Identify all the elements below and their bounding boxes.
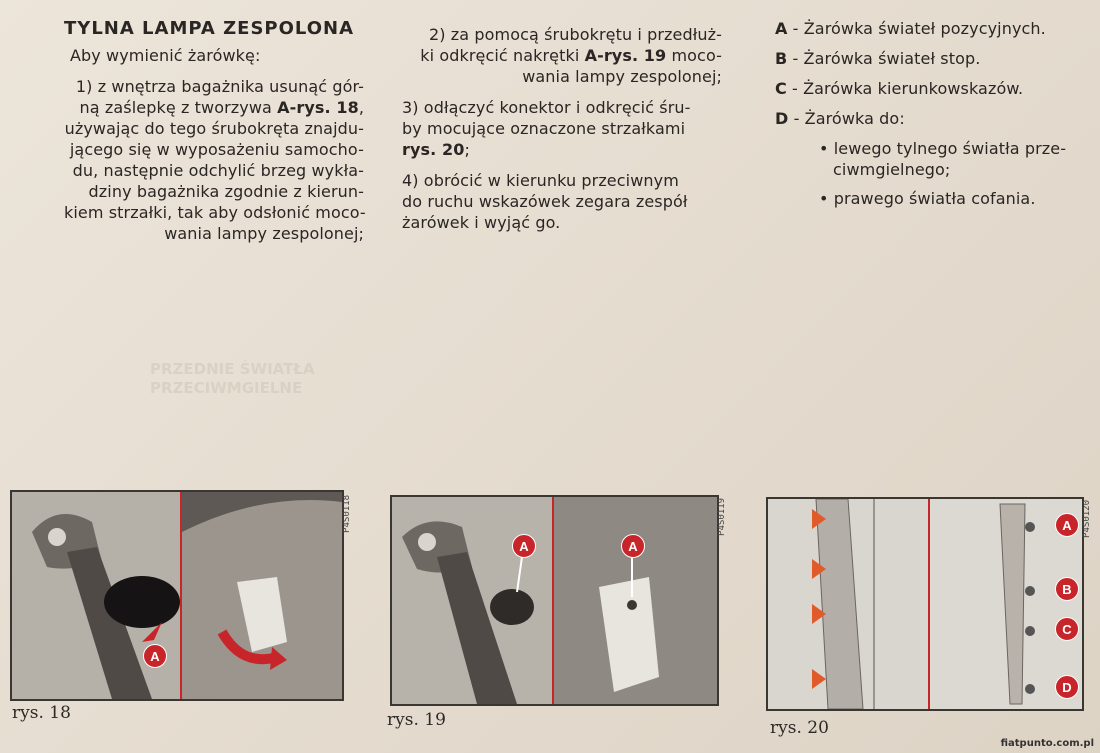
item-a bbox=[775, 18, 1095, 39]
figure-19-left-panel bbox=[392, 497, 552, 704]
step-2 bbox=[402, 24, 722, 87]
item-b bbox=[775, 48, 1095, 69]
item-d-text: - Żarówka do: bbox=[788, 109, 905, 128]
site-watermark: fiatpunto.com.pl bbox=[1000, 738, 1094, 749]
connector-illustration bbox=[392, 497, 552, 704]
step-3 bbox=[402, 97, 722, 160]
intro-text: Aby wymienić żarówkę: bbox=[70, 46, 261, 65]
figure-20-caption: rys. 20 bbox=[770, 718, 829, 738]
figure-18-badge-a: A bbox=[143, 644, 167, 668]
figure-19-caption: rys. 19 bbox=[387, 710, 446, 730]
item-c bbox=[775, 78, 1095, 99]
column-left bbox=[64, 18, 364, 254]
step-3-text-a: 3) odłączyć konektor i odkręcić śru- by mocujące oznaczone strzałkami bbox=[402, 98, 691, 138]
figure-19-code: P4S0119 bbox=[717, 498, 727, 536]
figure-20-label-d: D bbox=[1055, 675, 1079, 699]
item-c-key: C bbox=[775, 79, 787, 98]
figure-18-right-panel bbox=[182, 492, 342, 699]
item-b-key: B bbox=[775, 49, 788, 68]
column-middle bbox=[402, 24, 722, 243]
item-b-text: - Żarówka świateł stop. bbox=[787, 49, 981, 68]
lamp-nut-illustration bbox=[554, 497, 717, 704]
item-d-key: D bbox=[775, 109, 789, 128]
step-4: 4) obrócić w kierunku przeciwnym do ruchu wskazówek zegara zespół żarówek i wyjąć go. bbox=[402, 171, 688, 232]
figure-20 bbox=[766, 497, 1084, 711]
item-a-key: A bbox=[775, 19, 788, 38]
figure-18 bbox=[10, 490, 344, 701]
trunk-lining-illustration bbox=[182, 492, 342, 699]
step-1 bbox=[64, 76, 364, 244]
bleed-through-heading: PRZEDNIE ŚWIATŁA PRZECIWMGIELNE bbox=[150, 360, 315, 397]
lamp-housing-illustration bbox=[768, 499, 928, 709]
step-2-text-a: 2) za pomocą śrubokrętu i przedłuż- ki odkręcić nakrętki bbox=[420, 25, 722, 65]
item-c-text: - Żarówka kierunkowskazów. bbox=[786, 79, 1024, 98]
figure-18-code: P4S0118 bbox=[342, 495, 352, 533]
figure-19-badge-a-right: A bbox=[621, 534, 645, 558]
figure-20-label-c: C bbox=[1055, 617, 1079, 641]
figure-20-label-a: A bbox=[1055, 513, 1079, 537]
figure-18-caption: rys. 18 bbox=[12, 703, 71, 723]
step-1-text-b: , używając do tego śrubokręta znajdu- jącego się w wyposażeniu samocho- du, następnie odchylić brzeg wykła- dziny bagażnika zgodnie z kierun- kiem strzałki, tak aby odsłonić moco- wania lampy zespolonej; bbox=[64, 98, 366, 243]
figure-19 bbox=[390, 495, 719, 706]
step-2-text-b: moco- wania lampy zespolonej; bbox=[522, 46, 722, 86]
item-d-bullet-1: • lewego tylnego światła prze- ciwmgielnego; bbox=[819, 139, 1067, 179]
step-2-ref: A-rys. 19 bbox=[584, 46, 667, 65]
item-d-bullet-2: • prawego światła cofania. bbox=[819, 189, 1036, 208]
figure-20-label-b: B bbox=[1055, 577, 1079, 601]
step-1-text-a: 1) z wnętrza bagażnika usunąć gór- ną zaślepkę z tworzywa bbox=[75, 77, 364, 117]
step-3-ref: rys. 20 bbox=[402, 140, 465, 159]
figure-19-right-panel bbox=[554, 497, 717, 704]
step-3-text-b: ; bbox=[464, 140, 470, 159]
item-d bbox=[775, 108, 1095, 129]
figure-19-badge-a-left: A bbox=[512, 534, 536, 558]
step-1-ref: A-rys. 18 bbox=[277, 98, 359, 117]
figure-20-left-panel bbox=[768, 499, 928, 709]
page-heading: TYLNA LAMPA ZESPOLONA bbox=[64, 18, 355, 39]
figure-20-code: P4S0120 bbox=[1082, 500, 1092, 538]
column-right bbox=[775, 18, 1095, 217]
item-a-text: - Żarówka świateł pozycyjnych. bbox=[787, 19, 1046, 38]
